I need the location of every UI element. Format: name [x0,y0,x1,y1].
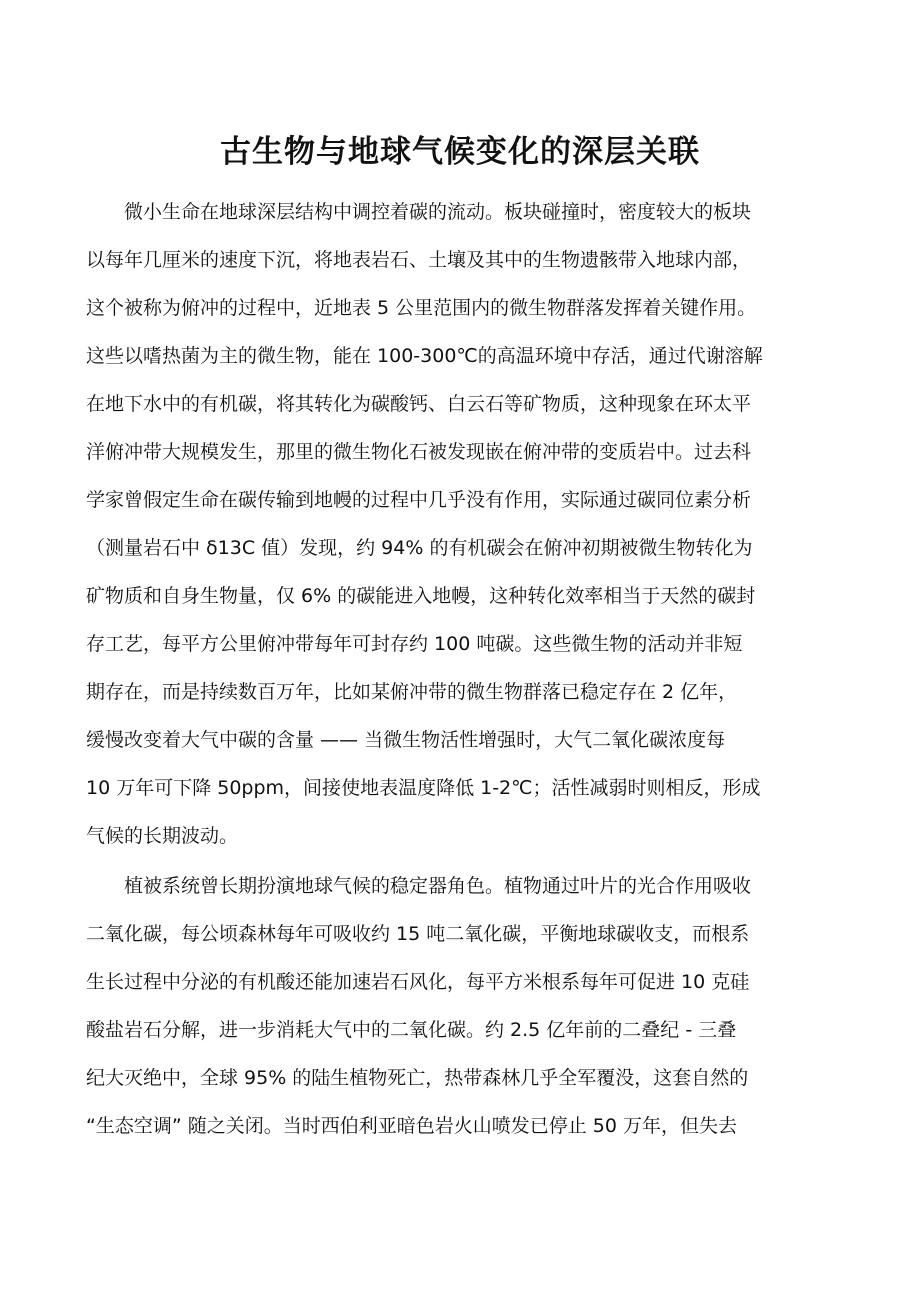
paragraph-1-line-6: 洋俯冲带大规模发生，那里的微生物化石被发现嵌在俯冲带的变质岩中。过去科 [86,441,752,463]
paragraph-1-line-14: 气候的长期波动。 [86,825,239,847]
paragraph-1-line-11: 期存在，而是持续数百万年，比如某俯冲带的微生物群落已稳定存在 2 亿年， [86,681,738,703]
paragraph-1-line-7: 学家曾假定生命在碳传输到地幔的过程中几乎没有作用，实际通过碳同位素分析 [86,489,752,511]
paragraph-1-line-10: 存工艺，每平方公里俯冲带每年可封存约 100 吨碳。这些微生物的活动并非短 [86,633,743,655]
paragraph-1-line-13: 10 万年可下降 50ppm，间接使地表温度降低 1-2℃；活性减弱时则相反，形成 [86,777,761,799]
paragraph-1-line-8: （测量岩石中 δ13C 值）发现，约 94% 的有机碳会在俯冲初期被微生物转化为 [86,537,753,559]
paragraph-1-line-1: 微小生命在地球深层结构中调控着碳的流动。板块碰撞时，密度较大的板块 [86,201,752,223]
paragraph-2-line-3: 生长过程中分泌的有机酸还能加速岩石风化，每平方米根系每年可促进 10 克硅 [86,971,750,993]
paragraph-1-line-12: 缓慢改变着大气中碳的含量 —— 当微生物活性增强时，大气二氧化碳浓度每 [86,729,726,751]
paragraph-1-line-5: 在地下水中的有机碳，将其转化为碳酸钙、白云石等矿物质，这种现象在环太平 [86,393,752,415]
paragraph-1-line-9: 矿物质和自身生物量，仅 6% 的碳能进入地幔，这种转化效率相当于天然的碳封 [86,585,756,607]
paragraph-2-line-2: 二氧化碳，每公顷森林每年可吸收约 15 吨二氧化碳，平衡地球碳收支，而根系 [86,923,750,945]
paragraph-2-line-6: “生态空调” 随之关闭。当时西伯利亚暗色岩火山喷发已停止 50 万年，但失去 [86,1115,737,1137]
paragraph-1-line-3: 这个被称为俯冲的过程中，近地表 5 公里范围内的微生物群落发挥着关键作用。 [86,297,757,319]
paragraph-2-line-4: 酸盐岩石分解，进一步消耗大气中的二氧化碳。约 2.5 亿年前的二叠纪 - 三叠 [86,1019,737,1041]
paragraph-2-line-1: 植被系统曾长期扮演地球气候的稳定器角色。植物通过叶片的光合作用吸收 [86,875,752,897]
document-title: 古生物与地球气候变化的深层关联 [220,134,700,170]
paragraph-2-line-5: 纪大灭绝中，全球 95% 的陆生植物死亡，热带森林几乎全军覆没，这套自然的 [86,1067,749,1089]
paragraph-1-line-4: 这些以嗜热菌为主的微生物，能在 100-300℃的高温环境中存活，通过代谢溶解 [86,345,763,367]
paragraph-1-line-2: 以每年几厘米的速度下沉，将地表岩石、土壤及其中的生物遗骸带入地球内部， [86,249,752,271]
